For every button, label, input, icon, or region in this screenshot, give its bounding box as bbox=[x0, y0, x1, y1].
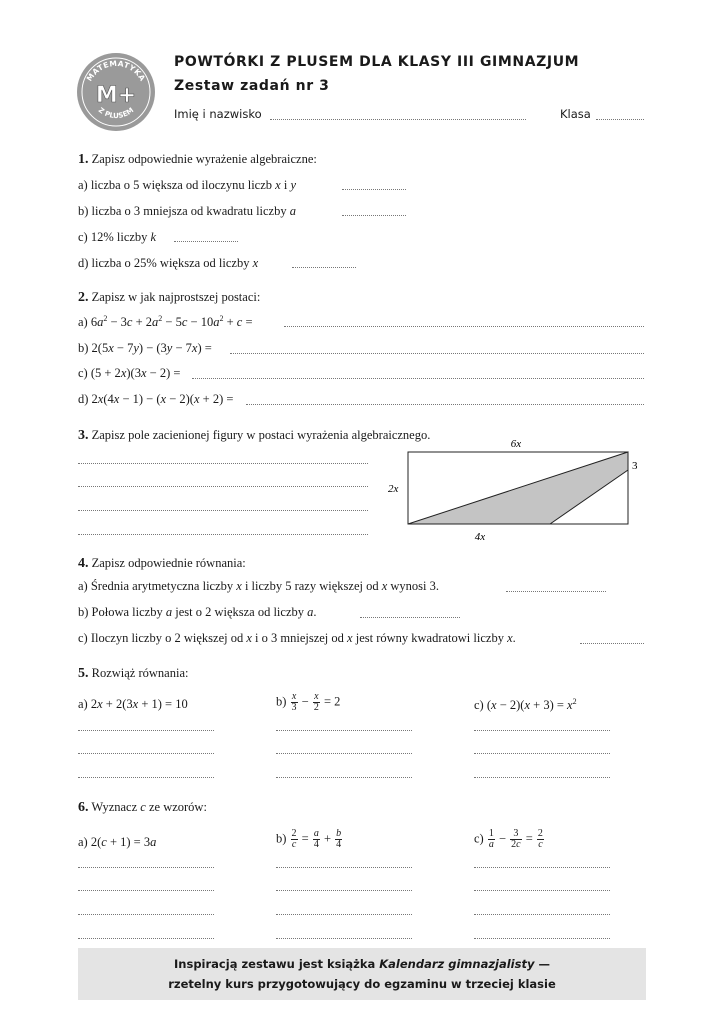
q4-item-c: c) Iloczyn liczby o 2 większej od x i o 3 mniejszej od x jest równy kwadratowi liczby x. bbox=[78, 631, 516, 645]
q3-answer-line[interactable] bbox=[78, 534, 368, 535]
q1-answer-b[interactable] bbox=[342, 215, 406, 216]
logo-mark: M+ bbox=[95, 83, 137, 108]
q6-answer-line[interactable] bbox=[474, 890, 610, 891]
q6-formula-c: c) $\frac{1}{a}$ − $\frac{3}{2c}$ = $\frac{2}{c}$ bbox=[474, 828, 543, 850]
q5-answer-line[interactable] bbox=[78, 777, 214, 778]
q4-item-a: a) Średnia arytmetyczna liczby x i liczby 5 razy większej od x wynosi 3. bbox=[78, 579, 440, 593]
q4-answer-b[interactable] bbox=[360, 617, 460, 618]
q6-answer-line[interactable] bbox=[474, 867, 610, 868]
question-number: 2. bbox=[78, 290, 89, 305]
q1-answer-a[interactable] bbox=[342, 189, 406, 190]
q2-expression-a: a) $6a^2 - 3c + 2a^2 - 5c - 10a^2 + c$ = bbox=[78, 314, 253, 330]
footer-line-2: rzetelny kurs przygotowujący do egzaminu w trzeciej klasie bbox=[168, 977, 556, 991]
q4-item-b: b) Połowa liczby a jest o 2 większa od liczby a. bbox=[78, 605, 317, 619]
q5-answer-line[interactable] bbox=[474, 777, 610, 778]
q1-item-a: a) liczba o 5 większa od iloczynu liczb x i y bbox=[78, 178, 297, 192]
q1-item-b: b) liczba o 3 mniejsza od kwadratu liczby a bbox=[78, 204, 296, 218]
q5-answer-line[interactable] bbox=[276, 730, 412, 731]
question-number: 6. bbox=[78, 800, 89, 815]
q6-formula-b: b) $\frac{2}{c}$ = $\frac{a}{4}$ + $\frac{b}{4}$ bbox=[276, 828, 342, 850]
q5-answer-line[interactable] bbox=[78, 730, 214, 731]
q5-answer-line[interactable] bbox=[276, 777, 412, 778]
q5-answer-line[interactable] bbox=[474, 753, 610, 754]
q4-answer-a[interactable] bbox=[506, 591, 606, 592]
q6-answer-line[interactable] bbox=[276, 914, 412, 915]
q5-answer-line[interactable] bbox=[276, 753, 412, 754]
shaded-figure bbox=[384, 436, 654, 546]
question-5-heading bbox=[78, 666, 188, 682]
q5-answer-line[interactable] bbox=[474, 730, 610, 731]
question-prompt: Zapisz odpowiednie wyrażenie algebraiczne: bbox=[91, 152, 317, 166]
q4-answer-c[interactable] bbox=[580, 643, 644, 644]
q5-equation-a: a) 2x + 2(3x + 1) = 10 bbox=[78, 697, 188, 711]
question-4-heading bbox=[78, 556, 246, 572]
class-field[interactable] bbox=[596, 119, 644, 120]
question-number: 4. bbox=[78, 556, 89, 571]
q3-answer-line[interactable] bbox=[78, 486, 368, 487]
question-prompt: Rozwiąż równania: bbox=[91, 666, 189, 680]
q6-answer-line[interactable] bbox=[474, 914, 610, 915]
q2-expression-d: d) 2x(4x − 1) − (x − 2)(x + 2) = bbox=[78, 392, 234, 406]
q6-formula-a: a) 2(c + 1) = 3a bbox=[78, 835, 157, 849]
label-top: 6x bbox=[510, 438, 522, 450]
q6-answer-line[interactable] bbox=[78, 938, 214, 939]
name-label: Imię i nazwisko bbox=[174, 107, 262, 121]
name-field[interactable] bbox=[270, 119, 526, 120]
page-title: POWTÓRKI Z PLUSEM DLA KLASY III GIMNAZJUM bbox=[174, 54, 580, 70]
q6-answer-line[interactable] bbox=[276, 890, 412, 891]
set-title: Zestaw zadań nr 3 bbox=[174, 78, 330, 94]
question-1-heading bbox=[78, 152, 317, 168]
q2-answer-d[interactable] bbox=[246, 404, 644, 405]
question-6-heading: 6. Wyznacz c ze wzorów: bbox=[78, 800, 207, 815]
question-2-heading bbox=[78, 290, 260, 306]
q2-answer-c[interactable] bbox=[192, 378, 644, 379]
logo-emblem bbox=[76, 52, 156, 132]
question-3-heading bbox=[78, 428, 430, 444]
question-prompt: Zapisz odpowiednie równania: bbox=[91, 556, 246, 570]
label-bottom: 4x bbox=[474, 531, 486, 543]
q1-item-d: d) liczba o 25% większa od liczby x bbox=[78, 256, 259, 270]
q5-equation-b: b) $\frac{x}{3}$ − $\frac{x}{2}$ = 2 bbox=[276, 691, 341, 713]
question-prompt: Zapisz pole zacienionej figury w postaci wyrażenia algebraicznego. bbox=[91, 428, 431, 442]
q6-answer-line[interactable] bbox=[276, 867, 412, 868]
logo-top-text: MATEMATYKA bbox=[84, 58, 148, 83]
book-title: Kalendarz gimnazjalisty bbox=[379, 957, 535, 971]
question-prompt: Zapisz w jak najprostszej postaci: bbox=[91, 290, 261, 304]
q1-answer-d[interactable] bbox=[292, 267, 356, 268]
q6-answer-line[interactable] bbox=[78, 867, 214, 868]
q2-answer-b[interactable] bbox=[230, 353, 644, 354]
question-number: 5. bbox=[78, 666, 89, 681]
class-label: Klasa bbox=[560, 107, 591, 121]
logo-bottom-text: Z PLUSEM bbox=[96, 106, 136, 121]
q3-answer-line[interactable] bbox=[78, 510, 368, 511]
label-left: 2x bbox=[388, 483, 399, 495]
q6-answer-line[interactable] bbox=[78, 890, 214, 891]
question-number: 1. bbox=[78, 152, 89, 167]
q5-equation-c: c) $(x - 2)(x + 3) = x^2$ bbox=[474, 697, 577, 713]
q1-answer-c[interactable] bbox=[174, 241, 238, 242]
q1-item-c: c) 12% liczby k bbox=[78, 230, 157, 244]
footer-line-1: Inspiracją zestawu jest książka Kalendarz gimnazjalisty — bbox=[174, 957, 550, 971]
q5-answer-line[interactable] bbox=[78, 753, 214, 754]
q2-answer-a[interactable] bbox=[284, 326, 644, 327]
question-number: 3. bbox=[78, 428, 89, 443]
q2-expression-b: b) 2(5x − 7y) − (3y − 7x) = bbox=[78, 341, 212, 355]
q6-answer-line[interactable] bbox=[276, 938, 412, 939]
q6-answer-line[interactable] bbox=[78, 914, 214, 915]
logo bbox=[76, 52, 156, 132]
q2-expression-c: c) (5 + 2x)(3x − 2) = bbox=[78, 366, 181, 380]
q3-answer-line[interactable] bbox=[78, 463, 368, 464]
footer-box bbox=[78, 948, 646, 1000]
label-right: 3 bbox=[632, 460, 638, 472]
q6-answer-line[interactable] bbox=[474, 938, 610, 939]
